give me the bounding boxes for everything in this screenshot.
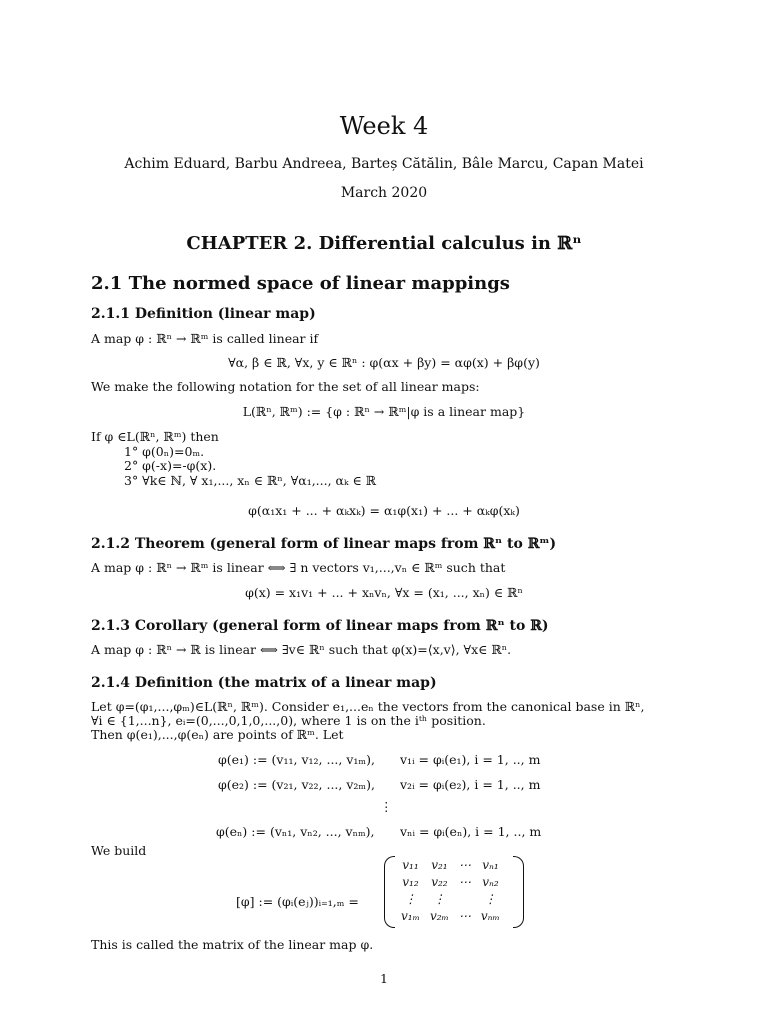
matrix-cell xyxy=(454,890,476,907)
matrix-cell: ⋯ xyxy=(458,857,471,872)
equation: L(ℝⁿ, ℝᵐ) := {φ : ℝⁿ → ℝᵐ|φ is a linear map} xyxy=(242,404,526,419)
property-item: 3° ∀k∈ ℕ, ∀ x₁,..., xₙ ∈ ℝⁿ, ∀α₁,..., αₖ ∈ ℝ xyxy=(124,473,377,488)
subsection-heading-211: 2.1.1 Definition (linear map) xyxy=(91,306,316,322)
right-paren xyxy=(513,856,524,928)
matrix-cell: ⋯ xyxy=(458,874,471,889)
subsection-heading-214: 2.1.4 Definition (the matrix of a linear map) xyxy=(91,675,437,691)
equation-lhs: φ(e₂) := (v₂₁, v₂₂, ..., v₂ₘ), xyxy=(218,777,375,792)
paragraph-text: A map φ : ℝⁿ → ℝᵐ is linear ⟺ ∃ n vectors v₁,...,vₙ ∈ ℝᵐ such that xyxy=(91,560,506,575)
matrix-cell: v₂ₘ xyxy=(429,908,449,923)
matrix-cell: v₁₂ xyxy=(402,874,419,889)
matrix-row xyxy=(396,907,505,924)
matrix-cell: ⋯ xyxy=(458,908,471,923)
equation: ∀α, β ∈ ℝ, ∀x, y ∈ ℝⁿ : φ(αx + βy) = αφ(x) + βφ(y) xyxy=(228,355,540,370)
equation: φ(x) = x₁v₁ + ... + xₙvₙ, ∀x = (x₁, ..., xₙ) ∈ ℝⁿ xyxy=(245,585,523,600)
section-heading: 2.1 The normed space of linear mappings xyxy=(91,273,510,294)
matrix-lhs: [φ] := (φᵢ(eⱼ))ᵢ₌₁,ₘ = xyxy=(236,894,359,909)
matrix-cell: ⋮ xyxy=(404,891,417,906)
matrix-cell: ⋮ xyxy=(433,891,446,906)
matrix-cell: vₙ₁ xyxy=(482,857,499,872)
paragraph-text: Let φ=(φ₁,...,φₘ)∈L(ℝⁿ, ℝᵐ). Consider e₁,...eₙ the vectors from the canonical base in ℝⁿ, xyxy=(91,699,645,714)
doc-date: March 2020 xyxy=(340,185,428,201)
page-number: 1 xyxy=(380,971,388,986)
matrix-cell: vₙₘ xyxy=(480,908,500,923)
subsection-heading-213: 2.1.3 Corollary (general form of linear maps from ℝⁿ to ℝ) xyxy=(91,618,549,634)
paragraph-text: This is called the matrix of the linear map φ. xyxy=(91,937,374,952)
property-item: 2° φ(-x)=-φ(x). xyxy=(124,458,217,473)
equation-lhs: φ(e₁) := (v₁₁, v₁₂, ..., v₁ₘ), xyxy=(218,752,375,767)
matrix-cell: v₂₂ xyxy=(431,874,448,889)
equation-rhs: v₂ᵢ = φᵢ(e₂), i = 1, .., m xyxy=(400,777,541,792)
matrix-cell: ⋮ xyxy=(484,891,497,906)
paragraph-text: We make the following notation for the set of all linear maps: xyxy=(91,379,480,394)
paragraph-text: A map φ : ℝⁿ → ℝᵐ is called linear if xyxy=(91,331,319,346)
paragraph-text: We build xyxy=(91,843,147,858)
doc-title: Week 4 xyxy=(339,112,429,140)
left-paren xyxy=(384,856,395,928)
paragraph-text: Then φ(e₁),...,φ(eₙ) are points of ℝᵐ. Let xyxy=(91,727,344,742)
matrix-row xyxy=(396,856,505,873)
paragraph-text: A map φ : ℝⁿ → ℝ is linear ⟺ ∃v∈ ℝⁿ such that φ(x)=⟨x,v⟩, ∀x∈ ℝⁿ. xyxy=(91,642,512,657)
matrix-cell: v₁ₘ xyxy=(401,908,420,923)
matrix-cell: v₁₁ xyxy=(402,857,419,872)
matrix xyxy=(384,856,524,928)
matrix-row xyxy=(396,873,505,890)
matrix-row xyxy=(396,890,505,907)
equation-rhs: v₁ᵢ = φᵢ(e₁), i = 1, .., m xyxy=(400,752,541,767)
chapter-heading: CHAPTER 2. Differential calculus in ℝⁿ xyxy=(186,233,582,254)
equation-lhs: φ(eₙ) := (vₙ₁, vₙ₂, ..., vₙₘ), xyxy=(216,824,375,839)
matrix-body xyxy=(396,856,505,924)
subsection-heading-212: 2.1.2 Theorem (general form of linear maps from ℝⁿ to ℝᵐ) xyxy=(91,536,557,552)
equation-rhs: vₙᵢ = φᵢ(eₙ), i = 1, .., m xyxy=(400,824,542,839)
vertical-ellipsis: ⋮ xyxy=(380,799,393,814)
equation: φ(α₁x₁ + ... + αₖxₖ) = α₁φ(x₁) + ... + αₖφ(xₖ) xyxy=(248,503,520,518)
paragraph-text: ∀i ∈ {1,...n}, eᵢ=(0,...,0,1,0,...,0), where 1 is on the iᵗʰ position. xyxy=(91,713,486,728)
matrix-cell: vₙ₂ xyxy=(482,874,499,889)
author-list: Achim Eduard, Barbu Andreea, Barteș Cătălin, Bâle Marcu, Capan Matei xyxy=(124,156,644,172)
property-item: 1° φ(0ₙ)=0ₘ. xyxy=(124,444,205,459)
paragraph-text: If φ ∈L(ℝⁿ, ℝᵐ) then xyxy=(91,429,219,444)
matrix-cell: v₂₁ xyxy=(431,857,448,872)
